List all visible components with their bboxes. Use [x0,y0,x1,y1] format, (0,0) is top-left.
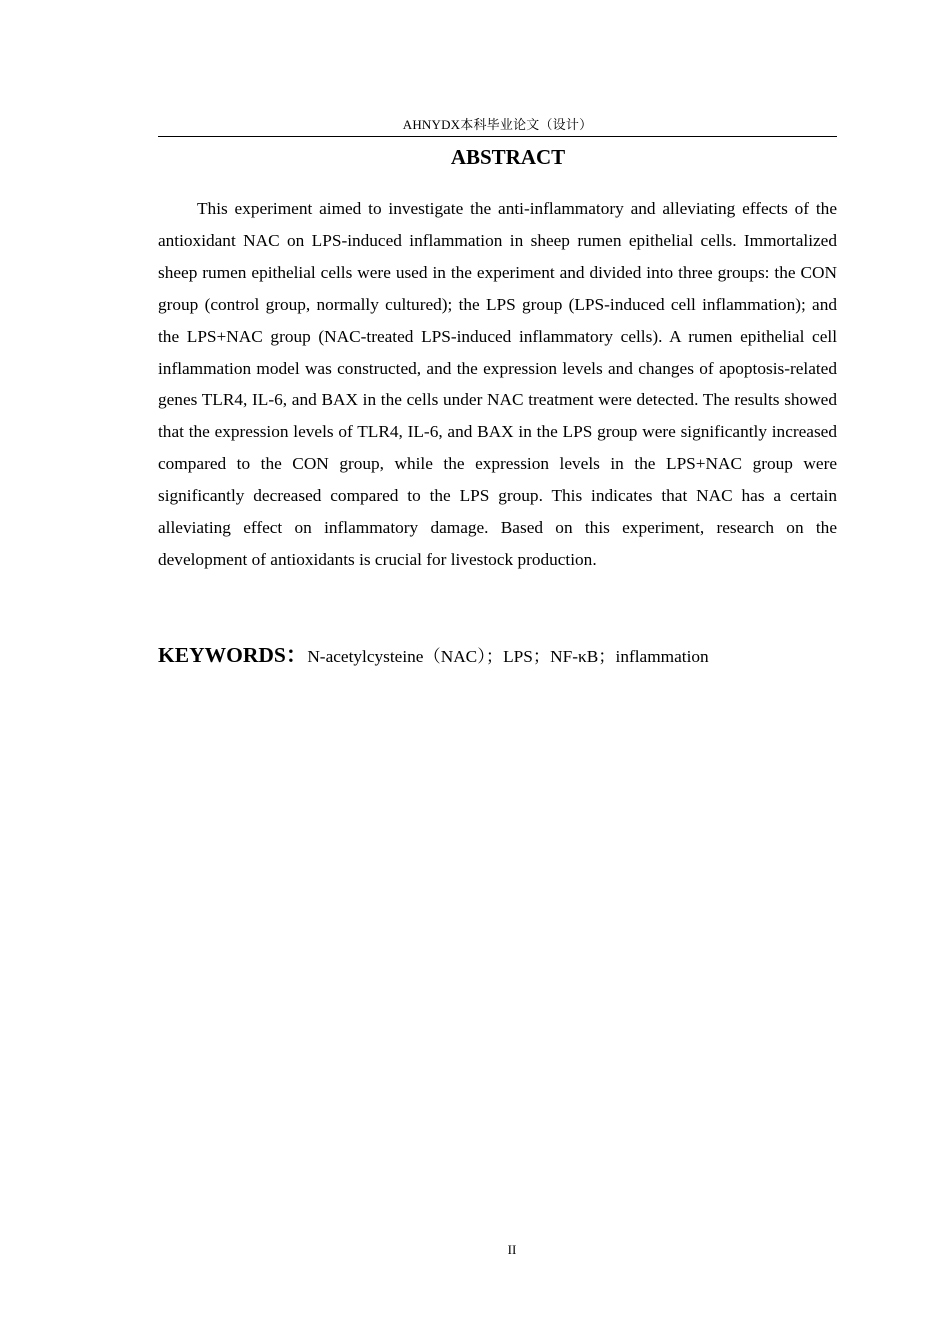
page-number: II [507,1242,517,1257]
keywords-values: N-acetylcysteine（NAC）；LPS；NF-κB；inflammation [307,647,709,666]
abstract-body: This experiment aimed to investigate the anti-inflammatory and alleviating effects of the antioxidant NAC on LPS-induced inflammation in sheep rumen epithelial cells. Immortalized sheep rumen epithelial cells were used in the experiment and divided into three groups: the CON group (control group, normally cultured); the LPS group (LPS-induced cell inflammation); and the LPS+NAC group (NAC-treated LPS-induced inflammatory cells). A rumen epithelial cell inflammation model was constructed, and the expression levels and changes of apoptosis-related genes TLR4, IL-6, and BAX in the cells under NAC treatment were detected. The results showed that the expression levels of TLR4, IL-6, and BAX in the LPS group were significantly increased compared to the CON group, while the expression levels in the LPS+NAC group were significantly decreased compared to the LPS group. This indicates that NAC has a certain alleviating effect on inflammatory damage. Based on this experiment, research on the development of antioxidants is crucial for livestock production. [158,199,837,569]
header-rule [158,136,837,137]
keywords-line [158,640,837,672]
running-header: AHNYDX本科毕业论文（设计） [402,117,593,132]
abstract-title: ABSTRACT [450,145,566,169]
keywords-label: KEYWORDS： [158,643,308,667]
